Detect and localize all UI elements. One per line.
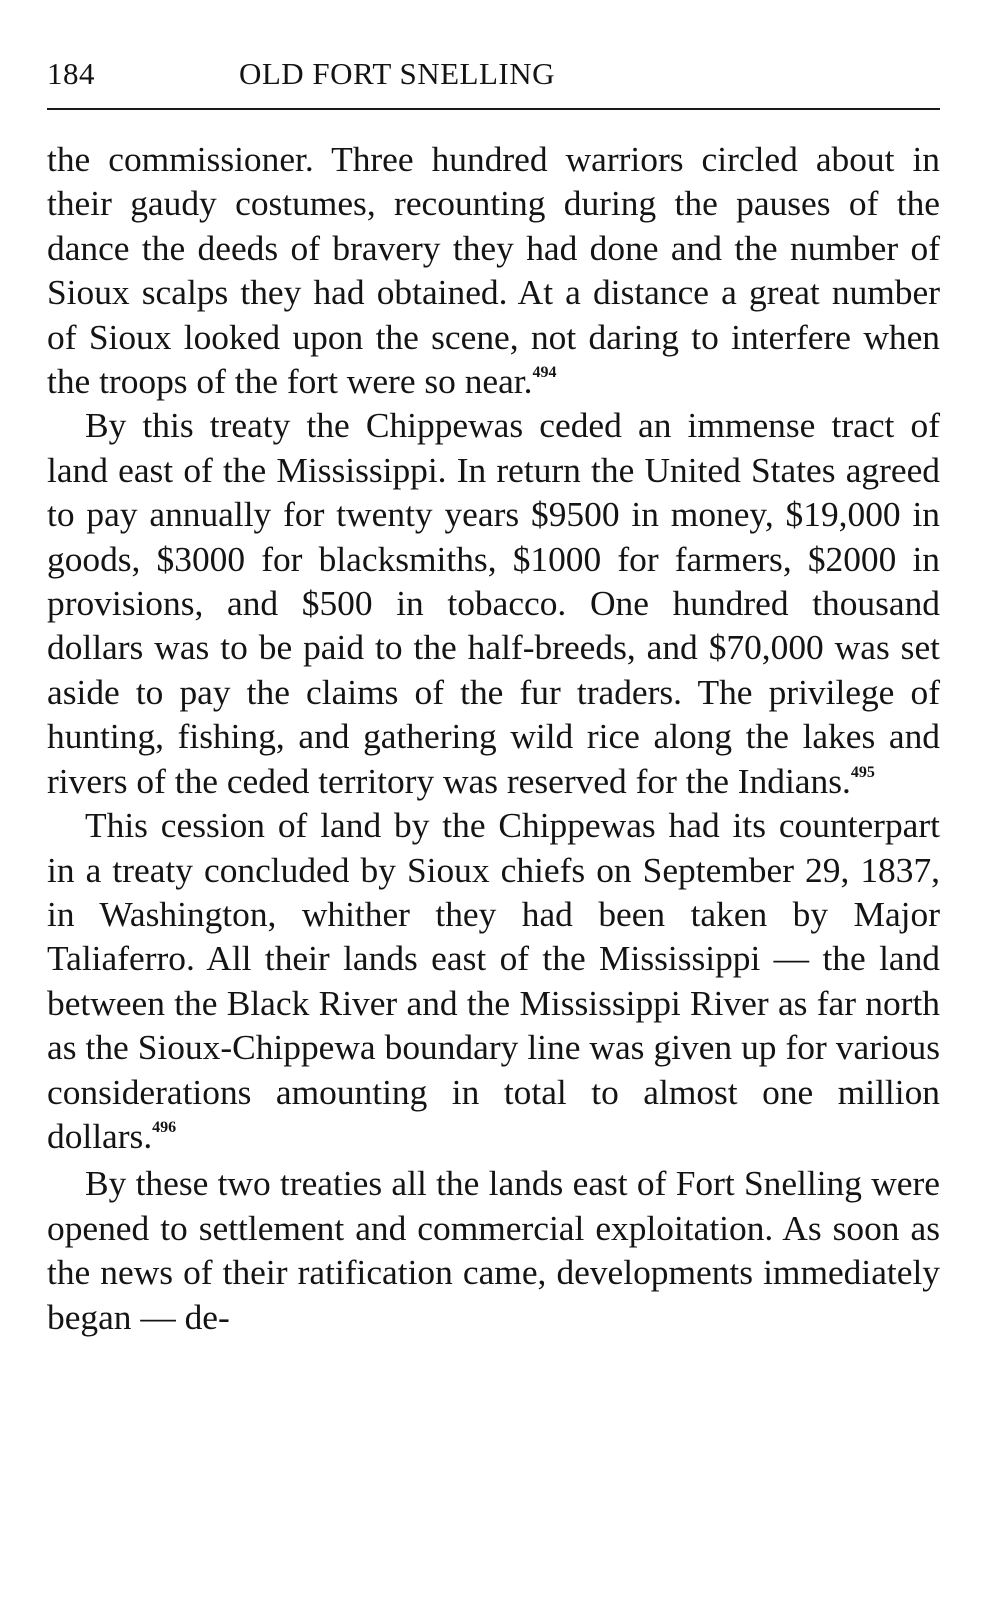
header-rule (47, 108, 940, 110)
paragraph-text: This cession of land by the Chippewas had its counterpart in a treaty concluded by Sioux chiefs on September 29, 1837, in Washington, whither they had been taken by Major Taliaferro. All their lands east of the Mississippi — the land between the Black River and the Mississippi River as far north as the Sioux-Chippewa boundary line was given up for various considerations amounting in total to almost one million dollars. (47, 805, 940, 1156)
running-head (47, 56, 940, 96)
footnote-marker: 495 (850, 763, 875, 781)
body-text (47, 137, 940, 1339)
paragraph-1 (47, 137, 940, 403)
footnote-marker: 494 (532, 364, 557, 382)
page-number: 184 (47, 56, 95, 91)
paragraph-4 (47, 1161, 940, 1339)
running-title: OLD FORT SNELLING (238, 56, 556, 91)
footnote-marker: 496 (152, 1118, 177, 1136)
paragraph-text: By this treaty the Chippewas ceded an immense tract of land east of the Mississippi. In return the United States agreed to pay annually for twenty years $9500 in money, $19,000 in goods, $3000 for blacksmiths, $1000 for farmers, $2000 in provisions, and $500 in tobacco. One hundred thousand dollars was to be paid to the half-breeds, and $70,000 was set aside to pay the claims of the fur traders. The privilege of hunting, fishing, and gathering wild rice along the lakes and rivers of the ceded territory was reserved for the Indians. (47, 405, 940, 801)
paragraph-3 (47, 803, 940, 1158)
book-page (47, 0, 940, 1605)
paragraph-text: the commissioner. Three hundred warriors circled about in their gaudy costumes, recounting during the pauses of the dance the deeds of bravery they had done and the number of Sioux scalps they had obtained. At a distance a great number of Sioux looked upon the scene, not daring to interfere when the troops of the fort were so near. (47, 139, 940, 402)
paragraph-2 (47, 403, 940, 803)
paragraph-text: By these two treaties all the lands east of Fort Snelling were opened to settlement and commercial exploitation. As soon as the news of their ratification came, developments immediately began — de- (47, 1163, 940, 1337)
